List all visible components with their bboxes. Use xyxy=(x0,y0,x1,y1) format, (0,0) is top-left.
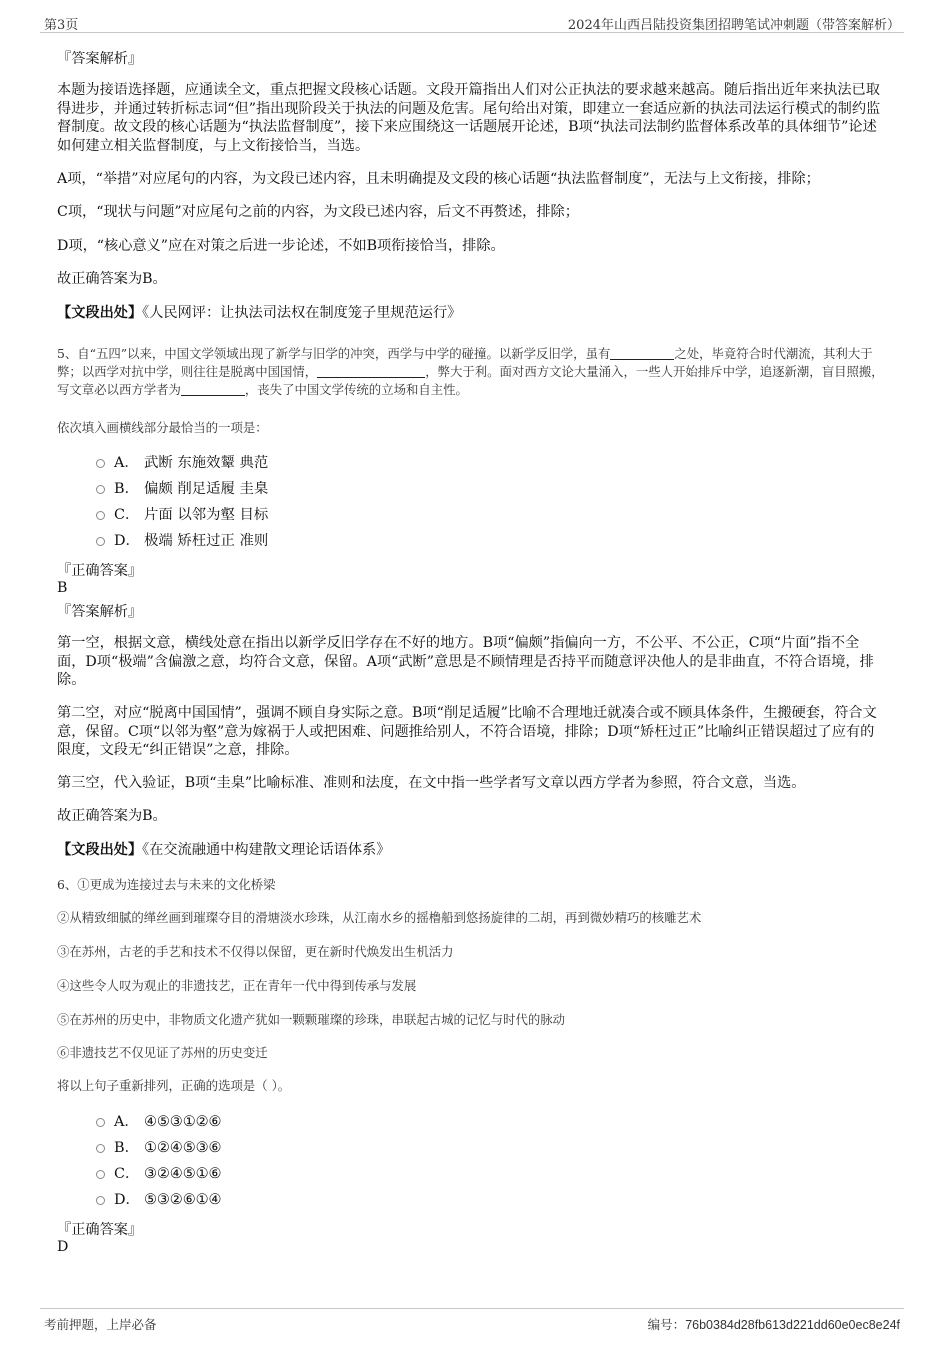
question-5-stem xyxy=(57,345,887,399)
radio-icon[interactable] xyxy=(96,459,105,468)
question-6-sentence-2: ②从精致细腻的缂丝画到璀璨夺目的滑塘淡水珍珠，从江南水乡的摇橹船到悠扬旋律的二胡，再到微妙精巧的核雕艺术 xyxy=(57,910,702,925)
stem-text: ，丧失了中国文学传统的立场和自主性。 xyxy=(244,382,468,397)
radio-icon[interactable] xyxy=(96,485,105,494)
option-letter: A． xyxy=(114,1114,139,1130)
source-title: 《在交流融通中构建散文理论话语体系》 xyxy=(142,842,391,858)
option-letter: D． xyxy=(114,1192,140,1208)
radio-icon[interactable] xyxy=(96,1196,105,1205)
stem-text: 之处，毕竟符合时代潮流，其利大于弊；以西学对抗中学，则往往是脱离中国国情， xyxy=(57,346,873,379)
option-letter: A． xyxy=(114,455,139,471)
document-code xyxy=(648,1315,900,1333)
option-c[interactable] xyxy=(96,1163,221,1185)
analysis-conclusion: 故正确答案为B。 xyxy=(57,271,167,287)
footer-slogan: 考前押题，上岸必备 xyxy=(44,1317,157,1332)
radio-icon[interactable] xyxy=(96,1170,105,1179)
option-text: 武断 东施效颦 典范 xyxy=(144,455,269,471)
option-a[interactable] xyxy=(96,452,268,474)
analysis-label: 『答案解析』 xyxy=(57,604,143,620)
option-b[interactable] xyxy=(96,478,268,500)
source-line xyxy=(57,304,887,323)
document-title: 2024年山西吕陆投资集团招聘笔试冲刺题（带答案解析） xyxy=(567,18,900,33)
analysis-label: 『答案解析』 xyxy=(57,51,143,67)
radio-icon[interactable] xyxy=(96,1144,105,1153)
analysis-conclusion: 故正确答案为B。 xyxy=(57,808,167,824)
option-text: ③②④⑤①⑥ xyxy=(144,1166,222,1182)
question-6-instruction: 将以上句子重新排列，正确的选项是（ ）。 xyxy=(57,1078,291,1093)
answer-blank xyxy=(317,365,425,378)
question-6-sentence-5: ⑤在苏州的历史中，非物质文化遗产犹如一颗颗璀璨的珍珠，串联起古城的记忆与时代的脉动 xyxy=(57,1012,566,1027)
correct-answer: D xyxy=(57,1239,69,1255)
question-6-sentence-3: ③在苏州，古老的手艺和技术不仅得以保留，更在新时代焕发出生机活力 xyxy=(57,944,454,959)
code-label: 编号： xyxy=(647,1317,686,1332)
analysis-paragraph: C项，“现状与问题”对应尾句之前的内容，为文段已述内容，后文不再赘述，排除； xyxy=(57,204,579,220)
radio-icon[interactable] xyxy=(96,1118,105,1127)
question-5-instruction: 依次填入画横线部分最恰当的一项是： xyxy=(57,420,268,435)
option-text: ④⑤③①②⑥ xyxy=(144,1114,222,1130)
option-letter: D． xyxy=(114,533,140,549)
analysis-paragraph: D项，“核心意义”应在对策之后进一步论述，不如B项衔接恰当，排除。 xyxy=(57,238,505,254)
stem-text: 5、自“五四”以来，中国文学领域出现了新学与旧学的冲突，西学与中学的碰撞。以新学反旧学，虽有 xyxy=(57,346,611,361)
radio-icon[interactable] xyxy=(96,537,105,546)
option-a[interactable] xyxy=(96,1111,221,1133)
option-d[interactable] xyxy=(96,1189,221,1211)
option-letter: C． xyxy=(114,507,140,523)
radio-icon[interactable] xyxy=(96,511,105,520)
source-label: 【文段出处】 xyxy=(57,842,143,858)
option-text: ⑤③②⑥①④ xyxy=(144,1192,222,1208)
question-6-sentence-6: ⑥非遗技艺不仅见证了苏州的历史变迁 xyxy=(57,1045,268,1060)
option-text: 片面 以邻为壑 目标 xyxy=(144,507,269,523)
code-value: 76b0384d28fb613d221dd60e0ec8e24f xyxy=(685,1318,900,1332)
answer-blank xyxy=(610,347,674,360)
stem-text: ，弊大于利。面对西方文论大量涌入，一些人开始排斥中学，追逐新潮，盲目照搬，写文章必以西方学者为 xyxy=(57,364,884,397)
page-number: 第3页 xyxy=(44,18,79,33)
option-b[interactable] xyxy=(96,1137,221,1159)
option-letter: C． xyxy=(114,1166,140,1182)
source-label: 【文段出处】 xyxy=(57,305,143,321)
answer-blank xyxy=(181,383,245,396)
option-c[interactable] xyxy=(96,504,268,526)
option-text: ①②④⑤③⑥ xyxy=(144,1140,222,1156)
analysis-paragraph: 第一空，根据文意，横线处意在指出以新学反旧学存在不好的地方。B项“偏颇”指偏向一方，不公平、不公正，C项“片面”指不全面，D项“极端”含偏激之意，均符合文意，保留。A项“武断”意思是不顾情理是否持平而随意评决他人的是非曲直，不符合语境，排除。 xyxy=(57,635,874,688)
source-line xyxy=(57,841,887,860)
source-title: 《人民网评：让执法司法权在制度笼子里规范运行》 xyxy=(142,305,462,321)
option-text: 偏颇 削足适履 圭臬 xyxy=(144,481,269,497)
correct-answer-label: 『正确答案』 xyxy=(57,1222,143,1238)
analysis-paragraph: 第二空，对应“脱离中国国情”，强调不顾自身实际之意。B项“削足适履”比喻不合理地迁就凑合或不顾具体条件，生搬硬套，符合文意，保留。C项“以邻为壑”意为嫁祸于人或把困难、问题推给别人，不符合语境，排除；D项“矫枉过正”比喻纠正错误超过了应有的限度，文段无“纠正错误”之意，排除。 xyxy=(57,705,877,758)
question-6-sentence-4: ④这些令人叹为观止的非遗技艺，正在青年一代中得到传承与发展 xyxy=(57,978,417,993)
analysis-paragraph: 第三空，代入验证，B项“圭臬”比喻标准、准则和法度，在文中指一些学者写文章以西方学者为参照，符合文意，当选。 xyxy=(57,775,806,791)
option-letter: B． xyxy=(114,481,139,497)
option-d[interactable] xyxy=(96,530,268,552)
page-footer xyxy=(40,1308,904,1337)
correct-answer: B xyxy=(57,580,68,596)
analysis-paragraph: 本题为接语选择题，应通读全文，重点把握文段核心话题。文段开篇指出人们对公正执法的要求越来越高。随后指出近年来执法已取得进步，并通过转折标志词“但”指出现阶段关于执法的问题及危害。尾句给出对策，即建立一套适应新的执法司法运行模式的制约监督制度。故文段的核心话题为“执法监督制度”，接下来应围绕这一话题展开论述，B项“执法司法制约监督体系改革的具体细节”论述如何建立相关监督制度，与上文衔接恰当，当选。 xyxy=(57,82,881,154)
correct-answer-label: 『正确答案』 xyxy=(57,563,143,579)
page-header xyxy=(40,8,904,33)
option-text: 极端 矫枉过正 准则 xyxy=(144,533,269,549)
option-letter: B． xyxy=(114,1140,139,1156)
question-6-sentence-1: 6、①更成为连接过去与未来的文化桥梁 xyxy=(57,877,276,892)
analysis-paragraph: A项，“举措”对应尾句的内容，为文段已述内容，且未明确提及文段的核心话题“执法监督制度”，无法与上文衔接，排除； xyxy=(57,171,820,187)
